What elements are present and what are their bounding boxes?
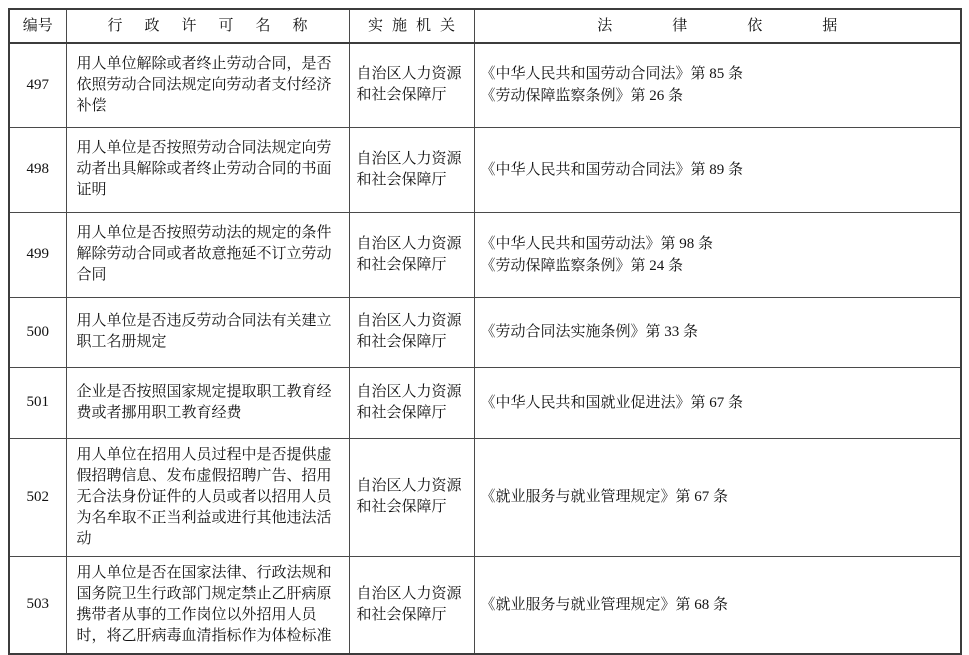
- legal-basis-line: 《中华人民共和国劳动合同法》第 89 条: [480, 161, 744, 178]
- table-row: [9, 367, 961, 438]
- agency-cell: 自治区人力资源和社会保障厅: [349, 297, 474, 367]
- table-body: [9, 43, 961, 654]
- table-row: [9, 212, 961, 297]
- legal-basis-line: 《劳动保障监察条例》第 26 条: [480, 88, 684, 105]
- license-name-cell: 用人单位是否按照劳动合同法规定向劳动者出具解除或者终止劳动合同的书面证明: [66, 127, 349, 212]
- legal-basis-cell: [474, 438, 961, 556]
- header-row: [9, 9, 961, 43]
- col-header-number: [9, 9, 66, 43]
- legal-basis-line: 《中华人民共和国劳动合同法》第 85 条: [480, 66, 744, 83]
- row-number-cell: 497: [9, 43, 66, 127]
- table-row: [9, 43, 961, 127]
- agency-cell: 自治区人力资源和社会保障厅: [349, 212, 474, 297]
- legal-basis-line: 《中华人民共和国就业促进法》第 67 条: [480, 394, 744, 411]
- legal-basis-cell: [474, 297, 961, 367]
- agency-cell: 自治区人力资源和社会保障厅: [349, 438, 474, 556]
- row-number-cell: 502: [9, 438, 66, 556]
- table-row: [9, 556, 961, 654]
- col-header-license-name-label: 行政许可名称: [107, 17, 330, 34]
- row-number-cell: 503: [9, 556, 66, 654]
- row-number-cell: 501: [9, 367, 66, 438]
- legal-basis-line: 《就业服务与就业管理规定》第 67 条: [480, 489, 729, 505]
- license-name-cell: 用人单位是否按照劳动法的规定的条件解除劳动合同或者故意拖延不订立劳动合同: [66, 212, 349, 297]
- legal-basis-line: 《劳动保障监察条例》第 24 条: [480, 257, 684, 274]
- admin-license-table: [8, 8, 962, 655]
- col-header-agency: [349, 9, 474, 43]
- license-name-cell: 企业是否按照国家规定提取职工教育经费或者挪用职工教育经费: [66, 367, 349, 438]
- agency-cell: 自治区人力资源和社会保障厅: [349, 367, 474, 438]
- legal-basis-cell: [474, 43, 961, 127]
- col-header-legal-basis: [474, 9, 961, 43]
- license-name-cell: 用人单位解除或者终止劳动合同，是否依照劳动合同法规定向劳动者支付经济补偿: [66, 43, 349, 127]
- legal-basis-line: 《就业服务与就业管理规定》第 68 条: [480, 596, 729, 613]
- col-header-license-name: [66, 9, 349, 43]
- legal-basis-cell: [474, 367, 961, 438]
- row-number-cell: 498: [9, 127, 66, 212]
- table-row: [9, 297, 961, 367]
- license-name-cell: 用人单位在招用人员过程中是否提供虚假招聘信息、发布虚假招聘广告、招用无合法身份证件的人员或者以招用人员为名牟取不正当利益或进行其他违法活动: [66, 438, 349, 556]
- legal-basis-cell: [474, 556, 961, 654]
- agency-cell: 自治区人力资源和社会保障厅: [349, 556, 474, 654]
- col-header-legal-basis-label: 法律依据: [597, 17, 898, 34]
- legal-basis-line: 《中华人民共和国劳动法》第 98 条: [480, 235, 714, 252]
- legal-basis-cell: [474, 127, 961, 212]
- col-header-agency-label: 实施机关: [367, 17, 464, 34]
- row-number-cell: 500: [9, 297, 66, 367]
- agency-cell: 自治区人力资源和社会保障厅: [349, 43, 474, 127]
- legal-basis-line: 《劳动合同法实施条例》第 33 条: [480, 324, 699, 340]
- legal-basis-cell: [474, 212, 961, 297]
- table-header: [9, 9, 961, 43]
- license-name-cell: 用人单位是否在国家法律、行政法规和国务院卫生行政部门规定禁止乙肝病原携带者从事的工作岗位以外招用人员时，将乙肝病毒血清指标作为体检标准: [66, 556, 349, 654]
- table-row: [9, 438, 961, 556]
- license-name-cell: 用人单位是否违反劳动合同法有关建立职工名册规定: [66, 297, 349, 367]
- col-header-number-label: 编号: [22, 17, 53, 34]
- table-row: [9, 127, 961, 212]
- agency-cell: 自治区人力资源和社会保障厅: [349, 127, 474, 212]
- row-number-cell: 499: [9, 212, 66, 297]
